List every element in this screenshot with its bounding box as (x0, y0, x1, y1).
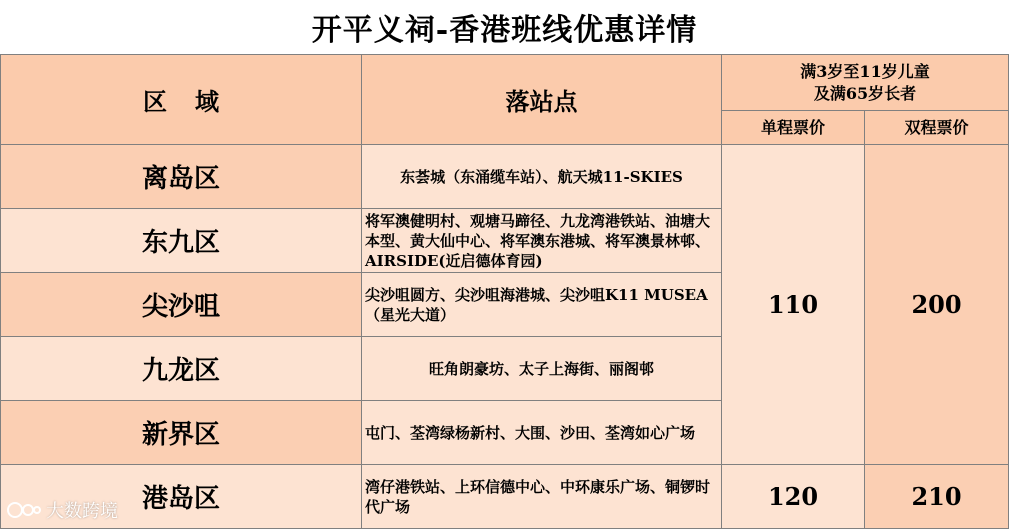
single-fare-cell: 120 (722, 465, 865, 529)
region-cell: 东九区 (1, 209, 362, 273)
stops-cell: 东荟城（东涌缆车站）、航天城11-SKIES (362, 145, 722, 209)
header-discount (722, 55, 1009, 111)
region-cell: 离岛区 (1, 145, 362, 209)
return-fare-cell: 200 (865, 145, 1009, 465)
region-cell: 港岛区 (1, 465, 362, 529)
header-return-fare: 双程票价 (865, 111, 1009, 145)
table-row (1, 145, 1009, 209)
stops-cell: 尖沙咀圆方、尖沙咀海港城、尖沙咀K11 MUSEA（星光大道） (362, 273, 722, 337)
header-stops: 落站点 (362, 55, 722, 145)
region-cell: 九龙区 (1, 337, 362, 401)
stops-cell: 旺角朗豪坊、太子上海街、丽阁邨 (362, 337, 722, 401)
watermark-text: 大数跨境 (46, 501, 118, 522)
header-region: 区域 (1, 55, 362, 145)
stops-cell: 将军澳健明村、观塘马蹄径、九龙湾港铁站、油塘大本型、黄大仙中心、将军澳东港城、将军澳景林邨、AIRSIDE(近启德体育园) (362, 209, 722, 273)
stops-cell: 湾仔港铁站、上环信德中心、中环康乐广场、铜锣时代广场 (362, 465, 722, 529)
watermark (6, 497, 118, 523)
header-single-fare: 单程票价 (722, 111, 865, 145)
page-title: 开平义祠-香港班线优惠详情 (311, 13, 698, 48)
single-fare-cell: 110 (722, 145, 865, 465)
region-cell: 新界区 (1, 401, 362, 465)
header-discount-line2: 及满65岁长者 (813, 83, 917, 103)
region-cell: 尖沙咀 (1, 273, 362, 337)
watermark-logo-icon (6, 499, 42, 521)
return-fare-cell: 210 (865, 465, 1009, 529)
header-discount-line1: 满3岁至11岁儿童 (800, 61, 930, 81)
fare-table (0, 54, 1009, 529)
table-row (1, 465, 1009, 529)
stops-cell: 屯门、荃湾绿杨新村、大围、沙田、荃湾如心广场 (362, 401, 722, 465)
